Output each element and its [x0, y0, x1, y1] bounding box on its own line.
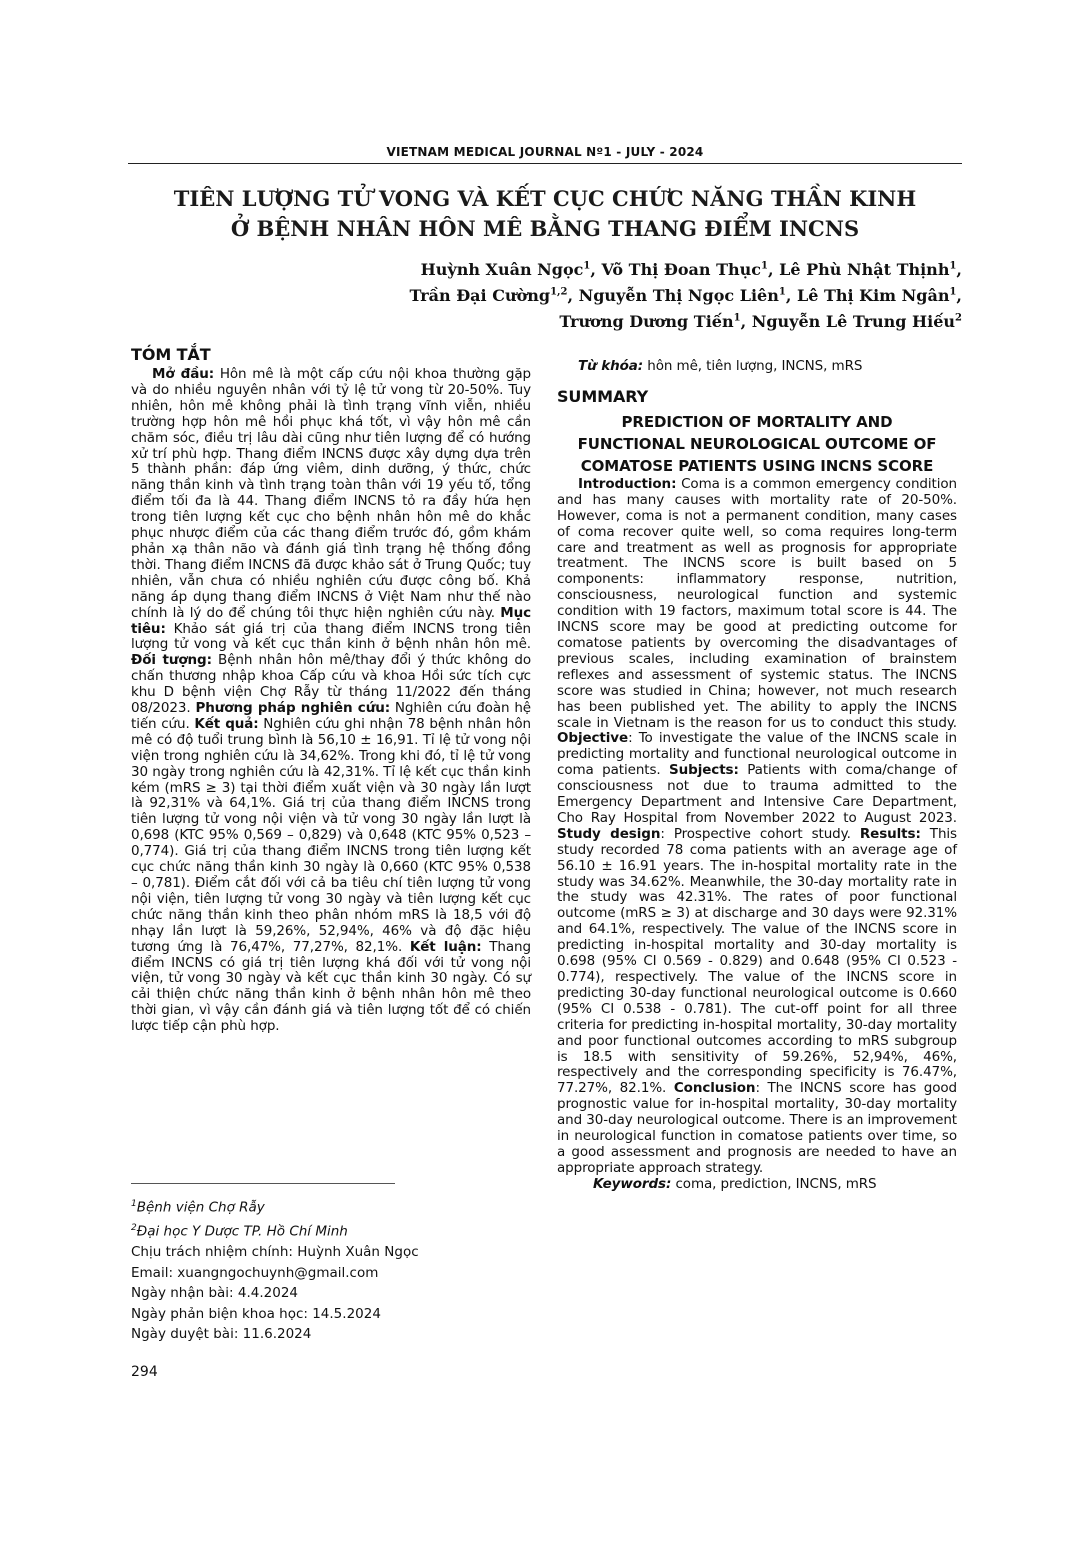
text-results: Nghiên cứu ghi nhận 78 bệnh nhân hôn mê có độ tuổi trung bình là 56,10 ± 16,91. Tỉ lệ tử vong nội viện trong nghiên cứu là 34,62%. Trong khi đó, tỉ lệ tử vong 30 ngày trong nghiên cứu là 42,31%. Tỉ lệ kết cục thần kinh kém (mRS ≥ 3) tại thời điểm xuất viện và 30 ngày lần lượt là 92,31% và 64,1%. Giá trị của thang điểm INCNS trong tiên lượng tử vong nội viện và tử vong 30 ngày lần lượt là 0,698 (KTC 95% 0,569 – 0,829) và 0,648 (KTC 95% 0,523 – 0,774). Giá trị của thang điểm INCNS trong tiên lượng kết cục chức năng thần kinh 30 ngày là 0,660 (KTC 95% 0,538 – 0,781). Điểm cắt đối với cả ba tiêu chí tiên lượng tử vong nội viện, tiên lượng tử vong 30 ngày và tiên lượng kết cục chức năng thần kinh theo phân nhóm mRS là 18,5 với độ nhạy lần lượt là 59,26%, 52,94%, 46% và độ đặc hiệu tương ứng là 76,47%, 77,27%, 82,1%. — [131, 715, 531, 955]
summary-body — [557, 477, 957, 1177]
date-received: Ngày nhận bài: 4.4.2024 — [131, 1285, 299, 1301]
author-affiliation: 1 — [949, 286, 957, 298]
date-accepted: Ngày duyệt bài: 11.6.2024 — [131, 1326, 312, 1342]
author-line-1 — [182, 257, 962, 283]
label-results: Kết quả: — [194, 715, 259, 732]
author-affiliation: 1 — [949, 260, 957, 272]
summary-title-line-3: COMATOSE PATIENTS USING INCNS SCORE — [580, 456, 934, 475]
author-affiliation: 1 — [733, 312, 741, 324]
title-line-2: Ở BỆNH NHÂN HÔN MÊ BẰNG THANG ĐIỂM INCNS — [230, 216, 860, 241]
author-affiliation: 1 — [583, 260, 591, 272]
author-separator: , — [567, 286, 579, 305]
text-subjects-en: Patients with coma/change of consciousness not due to trauma admitted to the Emergency Department and Intensive Care Department, Cho Ray Hospital from November 2022 to August 2023. — [557, 762, 957, 826]
text-introduction: Coma is a common emergency condition and has many causes with mortality rate of 20-50%. However, coma is not a permanent condition, many cases of coma recover quite well, so coma requires long-term care and treatment as well as prognosis for appropriate treatment. The INCNS score is built based on 5 components: inflammatory response, nutrition, consciousness, neurological function and systemic condition with 19 factors, maximum total score is 44. The INCNS score may be good at predicting outcome for comatose patients by overcoming the disadvantages of previous scales, including examination of brainstem reflexes and assessment of systemic status. The INCNS score was studied in China; however, not much research has been published yet. The ability to apply the INCNS scale in Vietnam is the reason for us to conduct this study. — [557, 475, 957, 731]
text-conclusion: Thang điểm INCNS có giá trị tiên lượng khá đối với tử vong nội viện, tử vong 30 ngày và kết cục thần kinh 30 ngày. Có sự cải thiện chức năng thần kinh ở bệnh nhân hôn mê theo thời gian, vì vậy cần đánh giá và tiên lượng tốt để có chiến lược tiếp cận phù hợp. — [131, 938, 531, 1035]
author-affiliation: 2 — [955, 312, 962, 324]
footnotes — [131, 1194, 531, 1345]
keywords-vi-label: Từ khóa: — [578, 358, 644, 374]
author-name: Lê Thị Kim Ngân — [796, 286, 950, 305]
text-background: Hôn mê là một cấp cứu nội khoa thường gặp và do nhiều nguyên nhân với tỷ lệ tử vong từ 20-50%. Tuy nhiên, hôn mê không phải là tình trạng vĩnh viễn, nhiều trường hợp hôn mê hồi phục khá tốt, vì vậy hôn mê cần chăm sóc, điều trị lâu dài cũng như tiên lượng để có hướng xử trí phù hợp. Thang điểm INCNS được xây dựng dựa trên 5 thành phần: đáp ứng viêm, dinh dưỡng, ý thức, chức năng thần kinh và tình trạng toàn thân với 19 yếu tố, tổng điểm tối đa là 44. Thang điểm INCNS tỏ ra đầy hứa hẹn trong tiên lượng kết cục cho bệnh nhân hôn mê do khắc phục nhược điểm của các thang điểm trước đó, gồm khám phản xạ thân não và đánh giá tình trạng hệ thống đồng thời. Thang điểm INCNS đã được khảo sát ở Trung Quốc; tuy nhiên, vẫn chưa có nhiều nghiên cứu được công bố. Khả năng áp dụng thang điểm INCNS ở Việt Nam như thế nào chính là lý do để chúng tôi thực hiện nghiên cứu này. — [131, 366, 531, 621]
keywords-en-label: Keywords: — [593, 1175, 672, 1192]
affiliation-2-text: Đại học Y Dược TP. Hồ Chí Minh — [136, 1223, 348, 1240]
text-conclusion-en: : The INCNS score has good prognostic value for in-hospital mortality, 30-day mortality and 30-day neurological outcome. There is an improvement in neurological function in comatose patients over time, so a good assessment and prognosis are needed to have an appropriate approach strategy. — [557, 1080, 957, 1176]
footnote-rule — [131, 1183, 395, 1184]
text-objective: Khảo sát giá trị của thang điểm INCNS trong tiên lượng tử vong và kết cục thần kinh ở bệnh nhân hôn mê. — [131, 620, 531, 653]
author-affiliation: 1 — [778, 286, 786, 298]
author-name: Huỳnh Xuân Ngọc — [420, 260, 584, 279]
label-objective-en: Objective — [557, 730, 629, 747]
author-line-2 — [182, 283, 962, 309]
summary-title-line-2: FUNCTIONAL NEUROLOGICAL OUTCOME OF — [577, 434, 937, 453]
author-name: Lê Phù Nhật Thịnh — [779, 260, 950, 279]
journal-header: VIETNAM MEDICAL JOURNAL Nº1 - JULY - 2024 — [386, 145, 704, 159]
label-introduction: Introduction: — [578, 475, 677, 492]
affiliation-2 — [131, 1218, 531, 1242]
text-methods: Nghiên cứu đoàn hệ tiến cứu. — [131, 700, 532, 732]
label-design-en: Study design — [557, 825, 661, 842]
author-separator: , — [767, 260, 780, 279]
summary-english — [557, 343, 957, 1193]
affiliation-1-number: 1 — [131, 1199, 137, 1209]
abstract-heading: TÓM TẮT — [131, 345, 211, 364]
author-list — [182, 257, 962, 335]
header-rule — [128, 163, 962, 164]
keywords-en-text: coma, prediction, INCNS, mRS — [671, 1175, 877, 1192]
label-background: Mở đầu: — [152, 366, 215, 382]
author-name: Trương Dương Tiến — [559, 312, 734, 331]
author-separator: , — [740, 312, 752, 331]
author-name: Trần Đại Cường — [409, 286, 551, 305]
date-reviewed: Ngày phản biện khoa học: 14.5.2024 — [131, 1305, 381, 1322]
text-design-en: : Prospective cohort study. — [660, 825, 860, 842]
summary-title — [557, 411, 957, 477]
abstract-body — [131, 367, 531, 1035]
article-title — [128, 184, 962, 244]
label-conclusion: Kết luận: — [409, 938, 482, 955]
title-line-1: TIÊN LƯỢNG TỬ VONG VÀ KẾT CỤC CHỨC NĂNG THẦN KINH — [173, 186, 917, 211]
keywords-vietnamese — [557, 359, 957, 375]
label-subjects-en: Subjects: — [669, 762, 739, 779]
author-separator: , — [590, 260, 602, 279]
text-results-en: This study recorded 78 coma patients with an average age of 56.10 ± 16.91 years. The in-hospital mortality rate in the study was 34.62%. Meanwhile, the 30-day mortality rate in the study was 42.31%. The rates of poor functional outcome (mRS ≥ 3) at discharge and 30 days were 92.31% and 64.1%, respectively. The value of the INCNS score in predicting in-hospital mortality and 30-day mortality is 0.698 (95% CI 0.569 - 0.829) and 0.648 (95% CI 0.523 - 0.774), respectively. The value of the INCNS score in predicting 30-day functional neurological outcome is 0.660 (95% CI 0.538 - 0.781). The cut-off point for all three criteria for predicting in-hospital mortality, 30-day mortality and poor functional outcomes according to mRS subgroup is 18.5 with sensitivity of 59.26%, 52,94%, 46%, respectively and the corresponding specificity is 76.47%, 77.27%, 82.1%. — [557, 825, 957, 1097]
page-number: 294 — [131, 1364, 158, 1380]
author-name: Nguyễn Lê Trung Hiếu — [751, 312, 956, 331]
author-affiliation: 1 — [761, 260, 768, 272]
keywords-vi-text: hôn mê, tiên lượng, INCNS, mRS — [643, 358, 863, 374]
summary-heading: SUMMARY — [557, 386, 649, 406]
author-line-3 — [182, 309, 962, 335]
author-affiliation: 1,2 — [550, 286, 568, 298]
text-subjects: Bệnh nhân hôn mê/thay đổi ý thức không do chấn thương nhập khoa Cấp cứu và khoa Hồi sức tích cực khu D bệnh viện Chợ Rẫy từ tháng 11/2022 đến tháng 08/2023. — [131, 652, 531, 717]
author-name: Nguyễn Thị Ngọc Liên — [578, 286, 779, 305]
label-subjects: Đối tượng: — [131, 652, 212, 669]
label-conclusion-en: Conclusion — [673, 1080, 756, 1097]
label-results-en: Results: — [859, 825, 921, 842]
author-separator: , — [785, 286, 797, 305]
affiliation-1-text: Bệnh viện Chợ Rẫy — [136, 1199, 265, 1216]
author-name: Võ Thị Đoan Thục — [601, 260, 761, 279]
affiliation-2-number: 2 — [131, 1223, 137, 1233]
label-objective: Mục tiêu: — [131, 604, 531, 637]
affiliation-1 — [131, 1194, 531, 1218]
keywords-english — [557, 1177, 957, 1193]
abstract-vietnamese — [131, 345, 531, 1035]
author-separator: , — [956, 286, 962, 305]
summary-title-line-1: PREDICTION OF MORTALITY AND — [621, 412, 893, 431]
author-separator: , — [956, 260, 962, 279]
corresponding-author: Chịu trách nhiệm chính: Huỳnh Xuân Ngọc — [131, 1244, 419, 1260]
label-methods: Phương pháp nghiên cứu: — [195, 700, 391, 717]
text-objective-en: : To investigate the value of the INCNS scale in predicting mortality and functional neurological outcome in coma patients. — [557, 730, 957, 779]
email: Email: xuangngochuynh@gmail.com — [131, 1264, 379, 1281]
